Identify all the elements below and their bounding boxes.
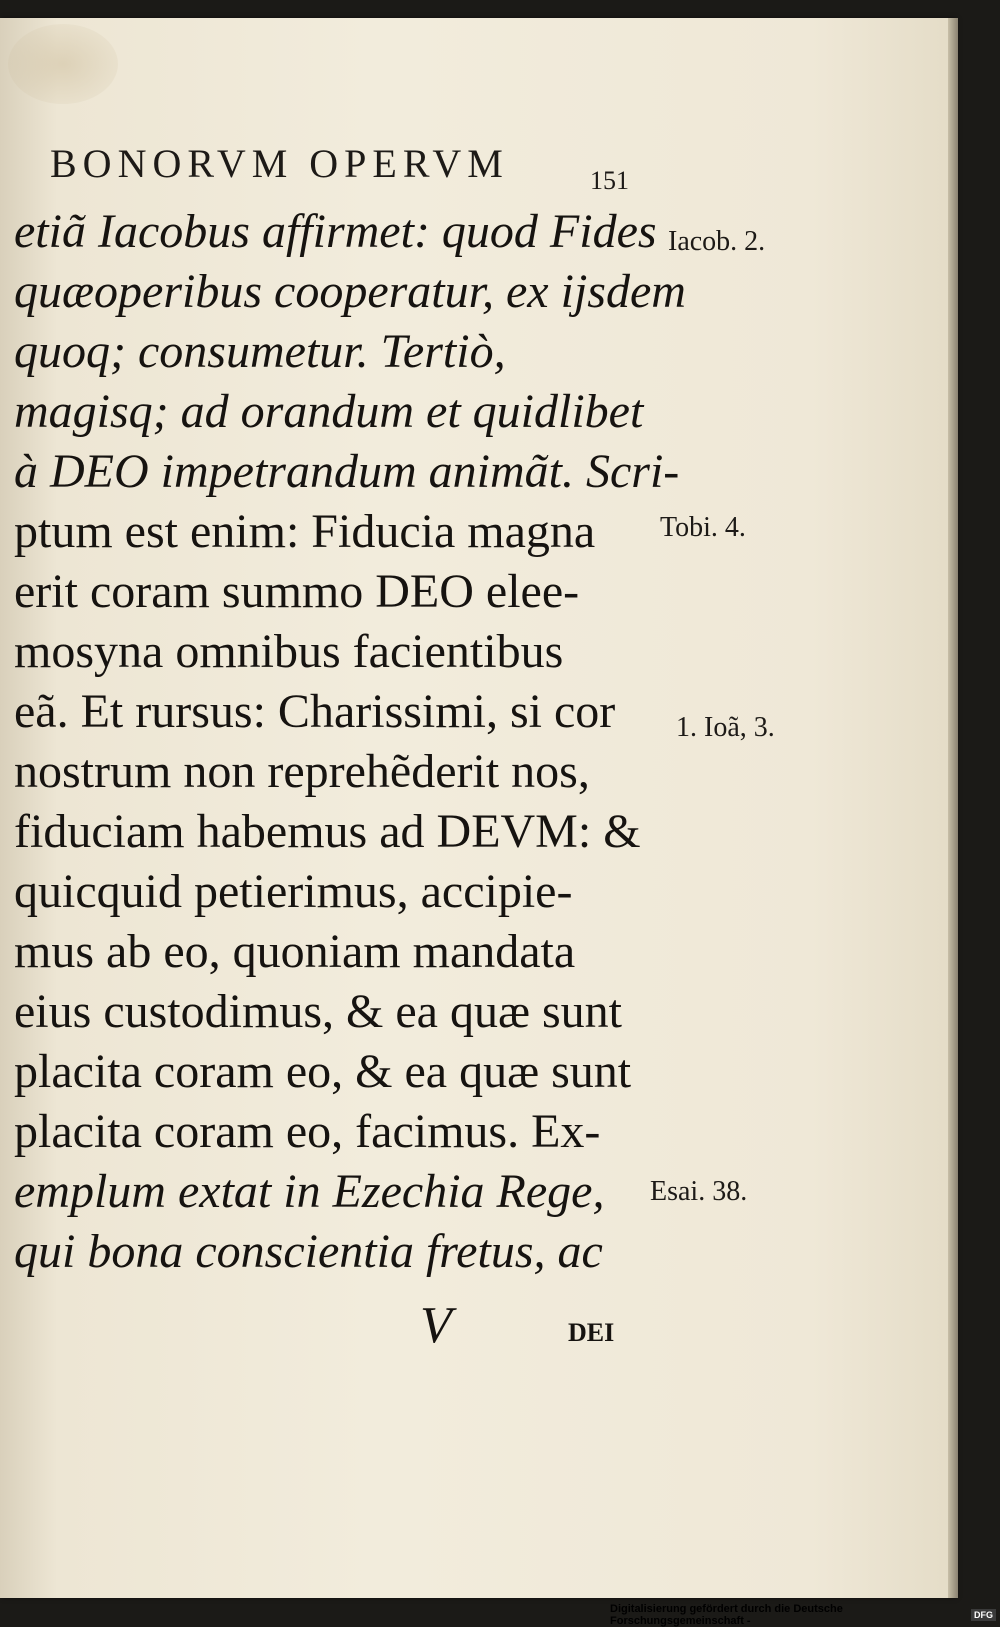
margin-note: 1. Ioã, 3.: [676, 712, 775, 743]
text-line: mus ab eo, quoniam mandata: [14, 925, 576, 978]
text-line: magisq; ad orandum et quidlibet: [14, 385, 644, 438]
text-line: mosyna omnibus facientibus: [14, 625, 564, 678]
page-edge: [948, 18, 958, 1598]
text-line: placita coram eo, & ea quæ sunt: [14, 1045, 632, 1098]
text-line: erit coram summo DEO elee-: [14, 565, 580, 618]
text-line: fiduciam habemus ad DEVM: &: [14, 805, 641, 858]
margin-note: Tobi. 4.: [660, 512, 746, 543]
paper-stain: [8, 24, 118, 104]
margin-note: Esai. 38.: [650, 1176, 748, 1207]
running-title: BONORVM OPERVM: [50, 141, 509, 186]
dfg-logo: DFG: [971, 1609, 996, 1621]
credit-text: Digitalisierung gefördert durch die Deutsche Forschungsgemeinschaft -: [610, 1602, 843, 1627]
digitization-credit: [610, 1602, 1000, 1627]
text-line: eius custodimus, & ea quæ sunt: [14, 985, 622, 1038]
page-number: 151: [590, 166, 629, 195]
text-line: nostrum non reprehẽderit nos,: [14, 745, 590, 798]
margin-note: Iacob. 2.: [668, 226, 766, 257]
text-line: eã. Et rursus: Charissimi, si cor: [14, 685, 616, 738]
text-line: placita coram eo, facimus. Ex-: [14, 1105, 601, 1158]
text-line: qui bona conscientia fretus, ac: [14, 1225, 603, 1278]
signature-mark: V: [420, 1297, 452, 1354]
text-line: quæoperibus cooperatur, ex ijsdem: [14, 265, 686, 318]
text-line: emplum extat in Ezechia Rege,: [14, 1165, 605, 1218]
text-line: quoq; consumetur. Tertiò,: [14, 325, 506, 378]
text-line: quicquid petierimus, accipie-: [14, 865, 573, 918]
catchword: DEI: [568, 1318, 615, 1347]
text-line: etiã Iacobus affirmet: quod Fides: [14, 205, 657, 258]
text-line: à DEO impetrandum animãt. Scri-: [14, 445, 680, 498]
text-line: ptum est enim: Fiducia magna: [14, 505, 596, 558]
